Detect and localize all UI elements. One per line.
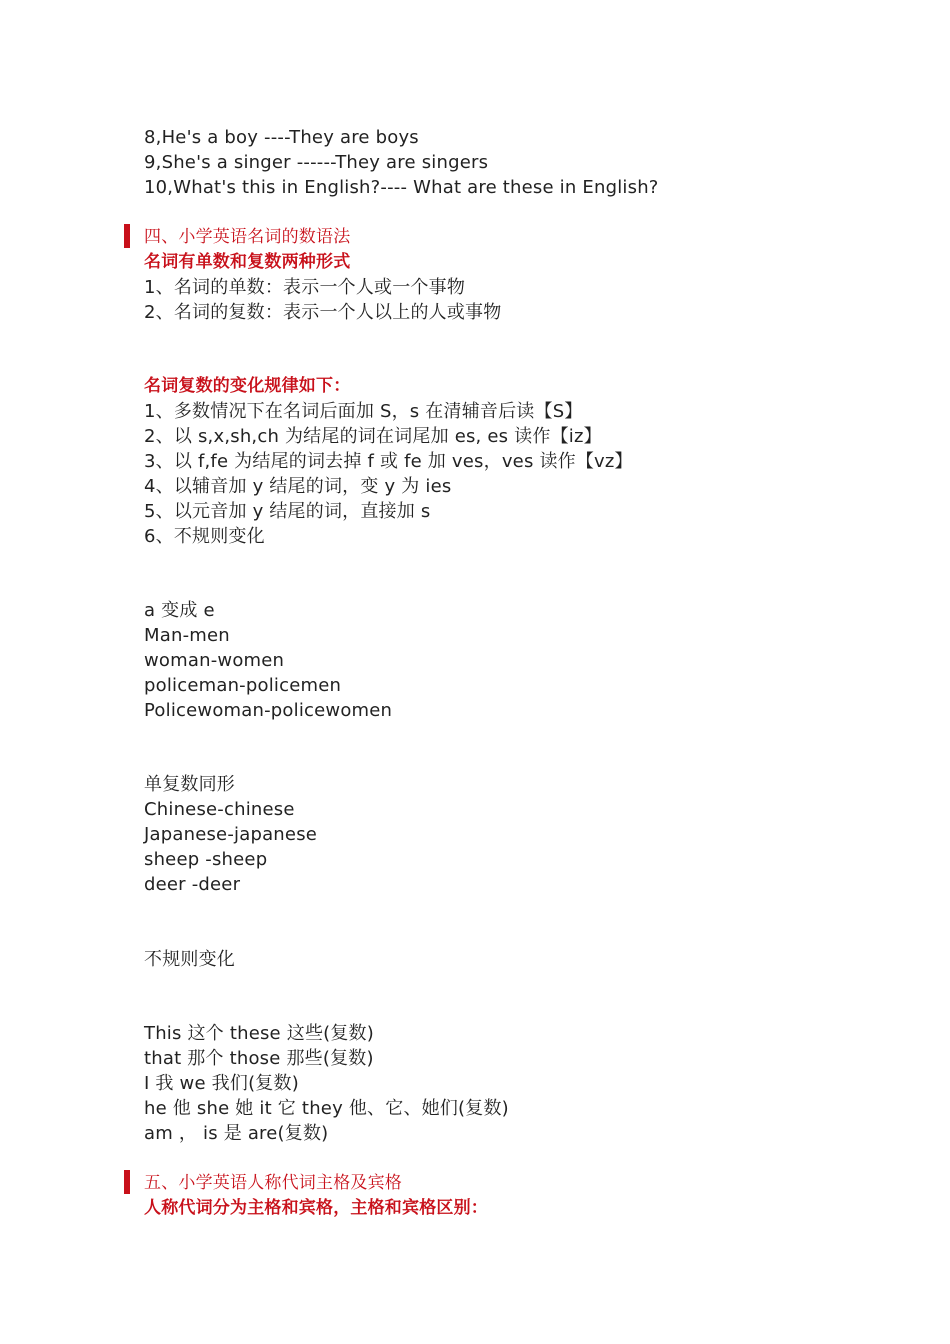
section4-heading: 四、小学英语名词的数语法 [144,227,351,247]
section5-subheading: 人称代词分为主格和宾格，主格和宾格区别： [144,1198,488,1218]
group-title: 不规则变化 [144,949,235,970]
list-item: 1、名词的单数：表示一个人或一个事物 [144,277,466,298]
section4-subheading: 名词有单数和复数两种形式 [144,252,351,272]
word-pair: Policewoman-policewomen [144,700,393,721]
word-pair: Japanese-japanese [144,824,318,845]
example-line: 8,He's a boy ----They are boys [144,127,419,148]
example-line: 9,She's a singer ------They are singers [144,152,489,173]
word-pair: am ， is 是 are(复数) [144,1123,329,1144]
word-pair: deer -deer [144,874,241,895]
word-pair: policeman-policemen [144,675,342,696]
section-marker-bar [124,1170,130,1194]
section-marker-bar [124,224,130,248]
example-line: 10,What's this in English?---- What are these in English? [144,177,659,198]
rule-item: 6、不规则变化 [144,526,265,547]
word-pair: he 他 she 她 it 它 they 他、它、她们(复数) [144,1098,509,1119]
section5-heading: 五、小学英语人称代词主格及宾格 [144,1173,402,1193]
word-pair: woman-women [144,650,285,671]
rule-item: 3、以 f,fe 为结尾的词去掉 f 或 fe 加 ves，ves 读作【vz】 [144,451,633,472]
word-pair: Chinese-chinese [144,799,295,820]
rule-item: 5、以元音加 y 结尾的词，直接加 s [144,501,431,522]
word-pair: This 这个 these 这些(复数) [144,1023,374,1044]
word-pair: I 我 we 我们(复数) [144,1073,299,1094]
rule-item: 4、以辅音加 y 结尾的词，变 y 为 ies [144,476,452,497]
word-pair: that 那个 those 那些(复数) [144,1048,374,1069]
group-title: 单复数同形 [144,774,235,795]
word-pair: sheep -sheep [144,849,268,870]
word-pair: Man-men [144,625,230,646]
group-title: a 变成 e [144,600,215,621]
rule-item: 1、多数情况下在名词后面加 S，s 在清辅音后读【S】 [144,401,583,422]
list-item: 2、名词的复数：表示一个人以上的人或事物 [144,302,502,323]
rules-heading: 名词复数的变化规律如下： [144,376,351,396]
rule-item: 2、以 s,x,sh,ch 为结尾的词在词尾加 es, es 读作【iz】 [144,426,602,447]
